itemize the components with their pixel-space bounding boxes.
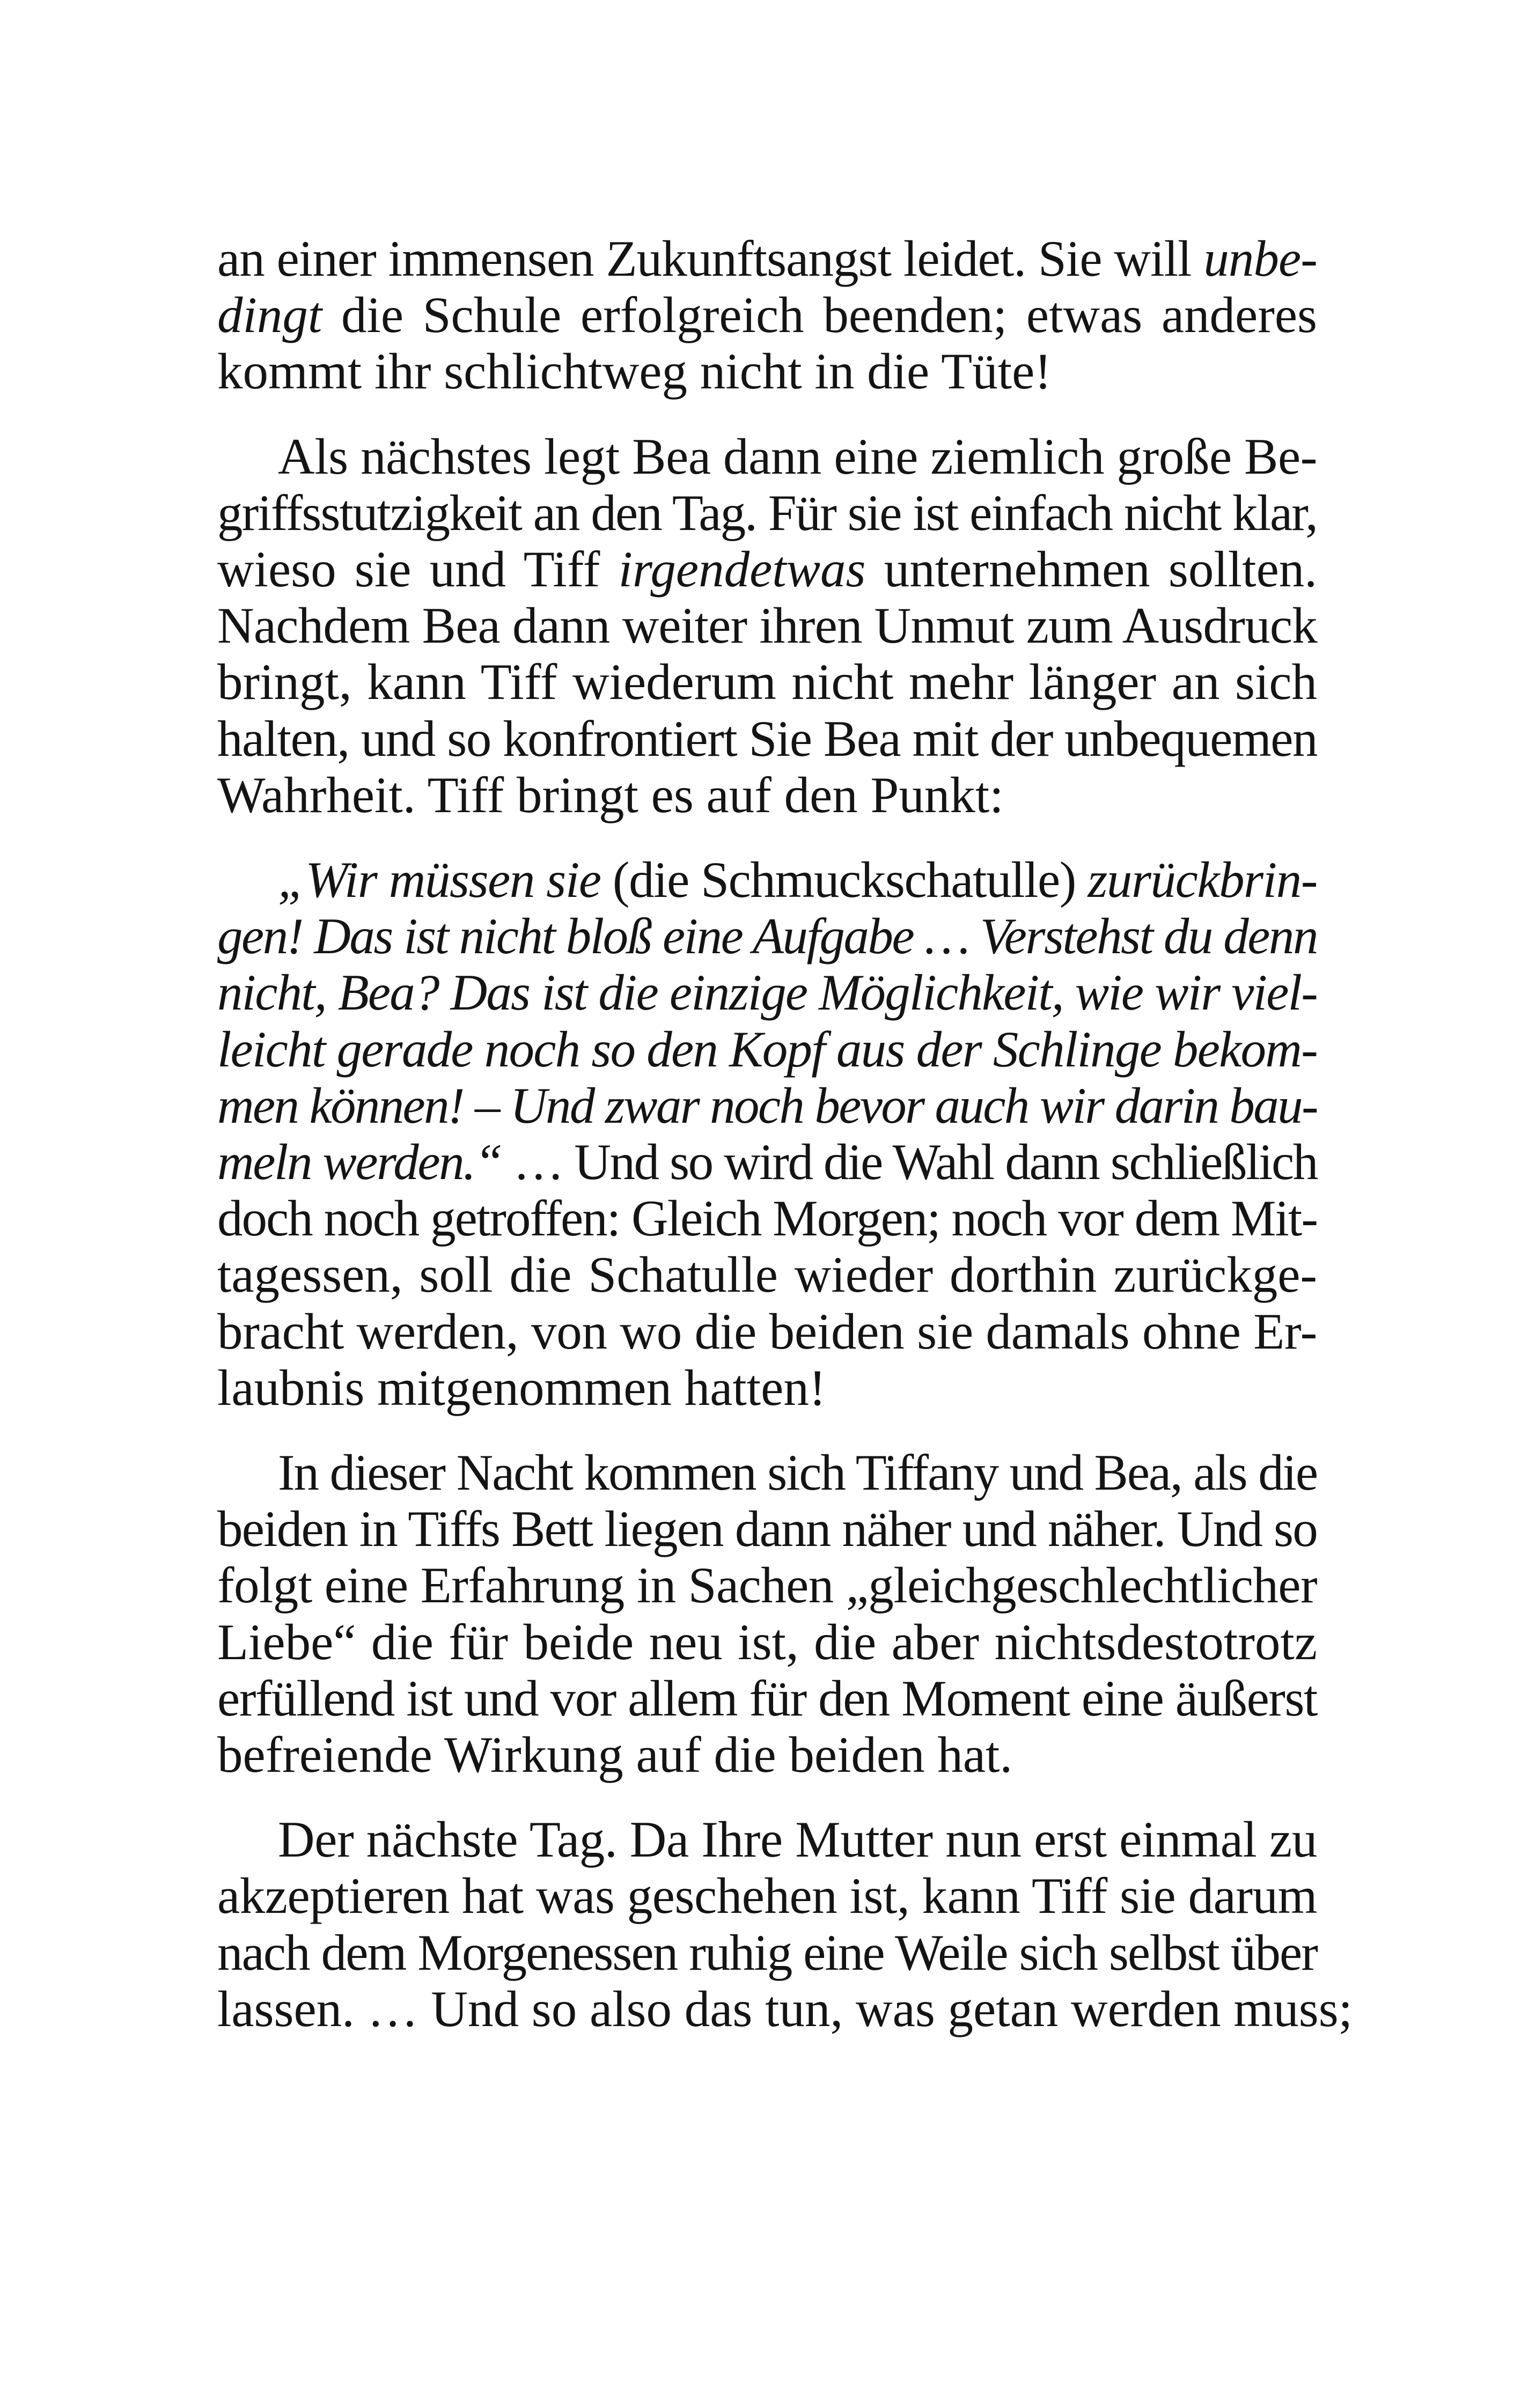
text-run: kommt ihr schlichtweg nicht in die Tüte! <box>217 343 1052 400</box>
text-run: unternehmen sollten. <box>865 541 1317 598</box>
body-text <box>217 230 1353 2066</box>
italic-text: irgendetwas <box>618 541 866 598</box>
italic-text: „Wir müssen sie <box>278 851 601 909</box>
text-line <box>217 1727 1317 1783</box>
paragraph <box>217 231 1317 400</box>
text-line <box>217 1247 1317 1303</box>
text-line <box>217 343 1317 400</box>
text-run: folgt eine Erfahrung in Sachen „gleichgeschlechtlicher <box>217 1557 1317 1614</box>
paragraph <box>217 429 1317 823</box>
text-line <box>217 1078 1317 1134</box>
paragraph <box>217 852 1317 1416</box>
text-line <box>217 1557 1317 1614</box>
text-run: Nachdem Bea dann weiter ihren Unmut zum Ausdruck <box>217 597 1317 654</box>
text-run: Wahrheit. Tiff bringt es auf den Punkt: <box>217 766 1004 823</box>
text-line <box>217 964 1317 1021</box>
text-line <box>217 429 1317 485</box>
text-run: erfüllend ist und vor allem für den Moment eine äußerst <box>217 1669 1317 1727</box>
italic-text: nicht, Bea? Das ist die einzige Möglichkeit, wie wir viel- <box>217 964 1317 1021</box>
text-line <box>217 1360 1317 1416</box>
text-line <box>217 1021 1317 1078</box>
text-line <box>217 767 1317 823</box>
text-line <box>217 1925 1317 1981</box>
italic-text: unbe- <box>1203 230 1317 287</box>
text-run: an einer immensen Zukunftsangst leidet. Sie will <box>217 230 1204 287</box>
text-run: laubnis mitgenommen hatten! <box>217 1359 826 1416</box>
text-run: tagessen, soll die Schatulle wieder dorthin zurückge- <box>217 1246 1317 1304</box>
italic-text: meln werden.“ <box>217 1133 502 1191</box>
text-line <box>217 1445 1317 1501</box>
text-run: (die Schmuckschatulle) <box>600 851 1088 909</box>
text-run: Als nächstes legt Bea dann eine ziemlich große Be- <box>278 428 1317 485</box>
text-run: wieso sie und Tiff <box>217 541 619 598</box>
text-line <box>217 1190 1317 1247</box>
text-line <box>217 1501 1317 1557</box>
text-line <box>217 231 1317 287</box>
text-run: bracht werden, von wo die beiden sie damals ohne Er- <box>217 1302 1317 1360</box>
paragraph <box>217 1445 1317 1783</box>
text-run: befreiende Wirkung auf die beiden hat. <box>217 1726 1013 1784</box>
text-line <box>217 1980 1353 2037</box>
text-run: die Schule erfolgreich beenden; etwas anderes <box>322 286 1317 344</box>
text-line <box>217 485 1317 541</box>
text-run: bringt, kann Tiff wiederum nicht mehr länger an sich <box>217 653 1317 711</box>
italic-text: dingt <box>217 286 322 344</box>
text-line <box>217 1670 1317 1727</box>
text-run: doch noch getroffen: Gleich Morgen; noch vor dem Mit- <box>217 1190 1317 1247</box>
text-line <box>217 654 1317 710</box>
text-line <box>217 541 1317 598</box>
text-run: Der nächste Tag. Da Ihre Mutter nun erst einmal zu <box>278 1811 1317 1868</box>
italic-text: leicht gerade noch so den Kopf aus der Schlinge bekom- <box>217 1020 1317 1078</box>
text-run: akzeptieren hat was geschehen ist, kann Tiff sie darum <box>217 1867 1317 1925</box>
text-line <box>217 598 1317 654</box>
text-run: Liebe“ die für beide neu ist, die aber nichtsdestotrotz <box>217 1613 1317 1670</box>
text-run: … Und so wird die Wahl dann schließlich <box>501 1133 1317 1191</box>
text-line <box>217 1304 1317 1360</box>
text-run: halten, und so konfrontiert Sie Bea mit der unbequemen <box>217 710 1317 767</box>
paragraph <box>217 1811 1353 2037</box>
italic-text: gen! Das ist nicht bloß eine Aufgabe … Verstehst du denn <box>217 908 1317 965</box>
text-run: griffsstutzigkeit an den Tag. Für sie ist einfach nicht klar, <box>217 484 1317 541</box>
text-line <box>217 1868 1317 1924</box>
text-line <box>217 908 1317 964</box>
text-line <box>217 711 1317 767</box>
italic-text: men können! – Und zwar noch bevor auch wir darin bau- <box>217 1077 1317 1134</box>
text-run: beiden in Tiffs Bett liegen dann näher und näher. Und so <box>217 1500 1317 1558</box>
italic-text: zurückbrin- <box>1088 851 1318 909</box>
text-line <box>217 1811 1317 1868</box>
text-line <box>217 1614 1317 1670</box>
text-line <box>217 852 1317 908</box>
text-run: lassen. … Und so also das tun, was getan werden muss; <box>217 1980 1353 2037</box>
text-line <box>217 287 1317 343</box>
text-line <box>217 1134 1317 1190</box>
text-run: nach dem Morgenessen ruhig eine Weile sich selbst über <box>217 1924 1317 1981</box>
text-run: In dieser Nacht kommen sich Tiffany und Bea, als die <box>278 1444 1317 1501</box>
